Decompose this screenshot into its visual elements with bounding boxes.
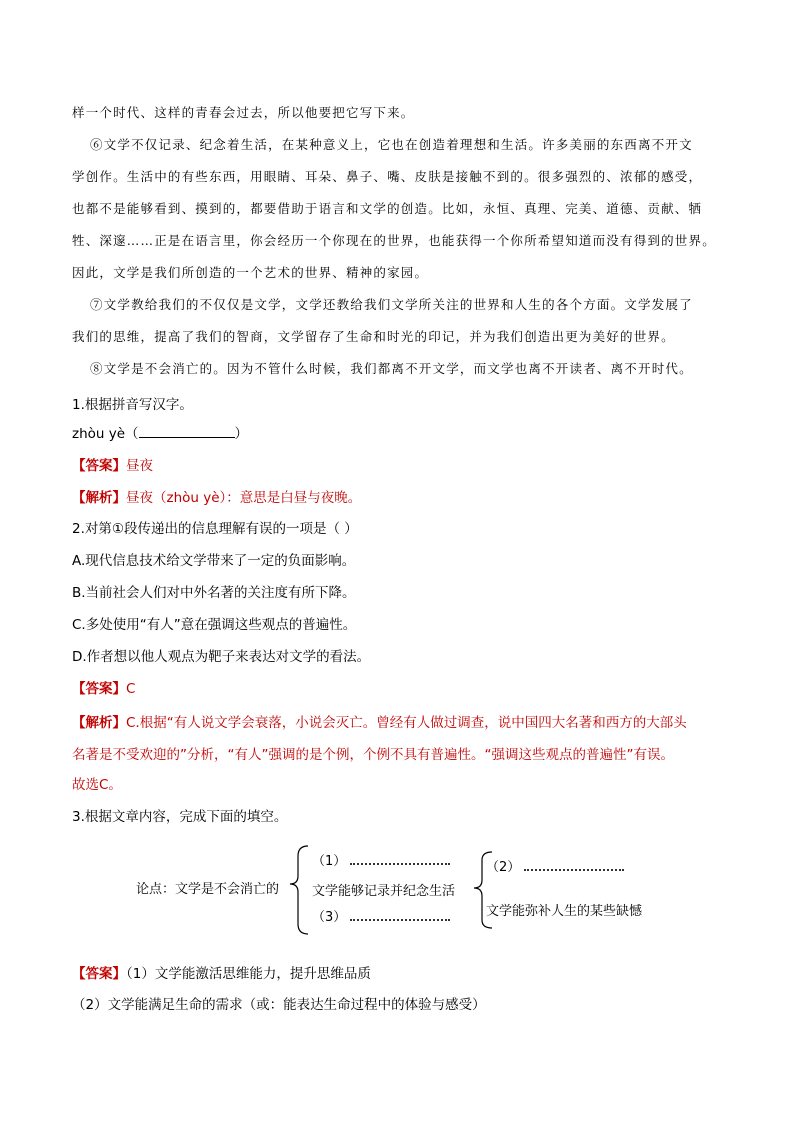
analysis-text: C.根据“有人说文学会衰落，小说会灭亡。曾经有人做过调查，说中国四大名著和西方的大部头 [126,715,687,731]
fill-blank [350,853,450,865]
passage-line: ⑥文学不仅记录、纪念着生活，在某种意义上，它也在创造着理想和生活。许多美丽的东西离不开文 [90,137,693,152]
passage-line: 牲、深邃……正是在语言里，你会经历一个你现在的世界，也能获得一个你所希望知道而没有得到的世界。 [72,233,716,248]
passage-line: ⑦文学教给我们的不仅仅是文学，文学还教给我们文学所关注的世界和人生的各个方面。文学发展了 [90,297,693,312]
answer-text: C [126,681,136,697]
question-1-answer [72,454,153,474]
analysis-line: 故选C。 [72,777,122,793]
item-number: （2） [486,860,521,875]
passage-line: ⑧文学是不会消亡的。因为不管什么时候，我们都离不开文学，而文学也离不开读者、离不开时代。 [90,361,693,376]
question-2-stem: 2.对第①段传递出的信息理解有误的一项是（ ） [72,521,358,537]
diagram-item-2 [486,856,624,875]
question-3-answer-2: （2）文学能满足生命的需求（或：能表达生命过程中的体验与感受） [72,997,486,1013]
diagram-item-middle: 文学能够记录并纪念生活 [312,884,456,899]
answer-text-1: （1）文学能激活思维能力，提升思维品质 [126,966,371,982]
option-b: B.当前社会人们对中外名著的关注度有所下降。 [72,585,356,601]
option-d: D.作者想以他人观点为靶子来表达对文学的看法。 [72,649,371,665]
option-a: A.现代信息技术给文学带来了一定的负面影响。 [72,553,356,569]
item-number: （3） [312,910,347,925]
diagram-item-1 [312,850,450,869]
diagram-item-right: 文学能弥补人生的某些缺憾 [486,904,643,919]
fill-blank [524,859,624,871]
pinyin-close: ） [234,426,249,442]
diagram-item-3 [312,906,450,925]
analysis-tag: 【解析】 [72,490,126,506]
passage-line: 我们的思维，提高了我们的智商，文学留存了生命和时光的印记，并为我们创造出更为美好的世界。 [72,329,675,344]
option-c: C.多处使用“有人”意在强调这些观点的普遍性。 [72,617,357,633]
answer-tag: 【答案】 [72,458,126,474]
question-1-analysis [72,486,361,506]
thesis-label: 论点：文学是不会消亡的 [136,882,280,897]
question-1-stem: 1.根据拼音写汉字。 [72,397,193,413]
answer-blank [139,425,235,438]
question-1-pinyin [72,422,248,442]
passage-line: 学创作。生活中的有些东西，用眼睛、耳朵、鼻子、嘴、皮肤是接触不到的。很多强烈的、浓郁的感受， [72,169,703,184]
analysis-text: 昼夜（zhòu yè）：意思是白昼与夜晚。 [126,490,362,506]
analysis-tag: 【解析】 [72,715,126,731]
fill-blank [350,909,450,921]
argument-diagram [130,836,670,946]
passage-line: 也都不是能够看到、摸到的，都要借助于语言和文学的创造。比如，永恒、真理、完美、道德、贡献、牺 [72,201,703,216]
passage-line: 样一个时代、这样的青春会过去，所以他要把它写下来。 [72,105,415,120]
answer-tag: 【答案】 [72,681,126,697]
question-2-answer [72,677,135,697]
answer-text: 昼夜 [126,458,153,474]
analysis-line: 名著是不受欢迎的”分析，“有人”强调的是个例，个例不具有普遍性。“强调这些观点的普遍性”有误。 [72,747,674,763]
question-2-analysis [72,711,687,731]
answer-tag: 【答案】 [72,966,126,982]
question-3-stem: 3.根据文章内容，完成下面的填空。 [72,809,288,825]
passage-line: 因此，文学是我们所创造的一个艺术的世界、精神的家园。 [72,265,429,280]
item-number: （1） [312,854,347,869]
question-3-answer [72,962,371,982]
pinyin-text: zhòu yè（ [72,426,139,442]
